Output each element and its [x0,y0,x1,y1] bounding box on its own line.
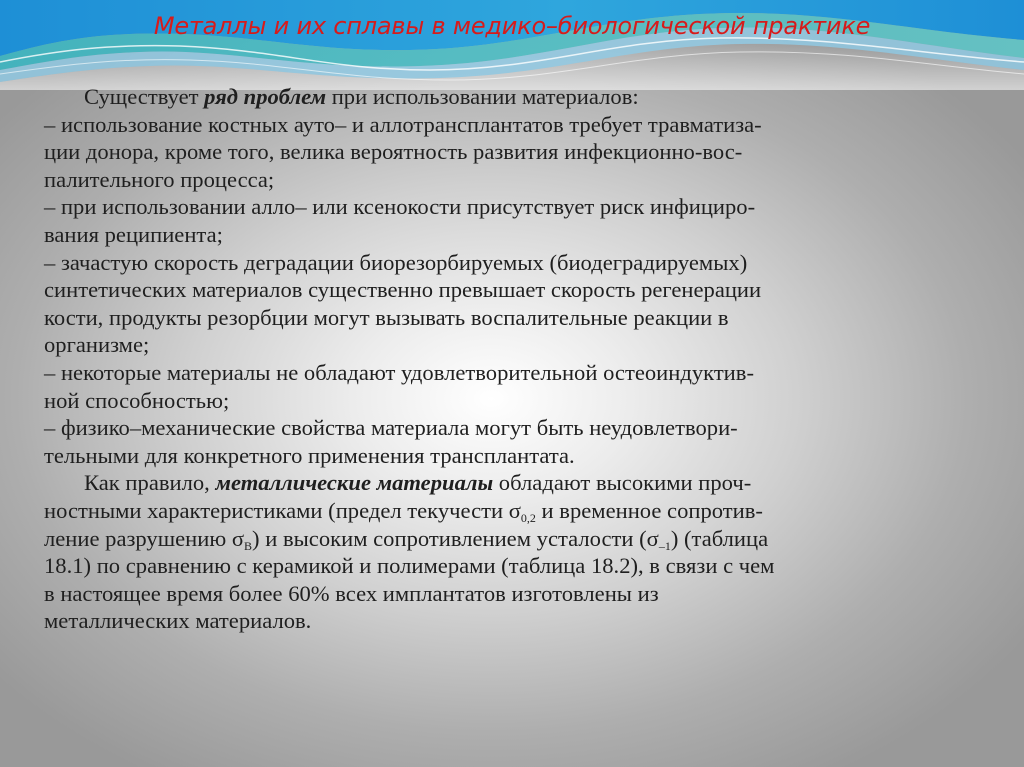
text-line: ной способностью; [44,387,230,413]
subscript-fatigue: –1 [658,538,671,553]
emphasis-problems: ряд проблем [204,84,327,109]
text-line: вания реципиента; [44,221,223,247]
emphasis-metallic-materials: металлические материалы [215,470,494,496]
text-line: – зачастую скорость деградации биорезорбируемых (биодеградируемых) [44,249,748,275]
para2-line-2: ностными характеристиками (предел текучести $\sigma_{0,2}$ и временное сопротив- [44,497,763,525]
slide-title: Металлы и их сплавы в медико–биологической практике [153,12,871,40]
text-line: – при использовании алло– или ксенокости присутствует риск инфициро- [44,194,756,220]
subscript-yield: 0,2 [520,510,536,525]
text-line: – физико–механические свойства материала могут быть неудовлетвори- [44,415,738,441]
text-line: синтетических материалов существенно превышает скорость регенерации [44,277,762,303]
subscript-strength: В [244,538,253,553]
text-line: тельными для конкретного применения трансплантата. [44,442,575,468]
para2-line-5: в настоящее время более 60% всех имплантатов изготовлены из [44,580,659,606]
text-line: – некоторые материалы не обладают удовлетворительной остеоиндуктив- [44,359,754,385]
text-line: кости, продукты резорбции могут вызывать воспалительные реакции в [44,304,729,330]
intro-line: Существует ряд проблем при использовании материалов: [84,84,639,109]
text-line: организме; [44,332,150,358]
body-text [44,83,994,635]
para2-line-1: Как правило, металлические материалы обладают высокими проч- [84,470,752,496]
text-line: палительного процесса; [44,166,275,192]
text-line: – использование костных ауто– и аллотрансплантатов требует травматиза- [44,111,762,137]
para2-line-6: металлических материалов. [44,608,312,634]
para2-line-3: ление разрушению $\sigma_В$) и высоким сопротивлением усталости $(\sigma_{-1})$ (таблица [44,525,769,553]
para2-line-4: 18.1) по сравнению с керамикой и полимерами (таблица 18.2), в связи с чем [44,553,775,579]
text-line: ции донора, кроме того, велика вероятность развития инфекционно-вос- [44,139,743,165]
